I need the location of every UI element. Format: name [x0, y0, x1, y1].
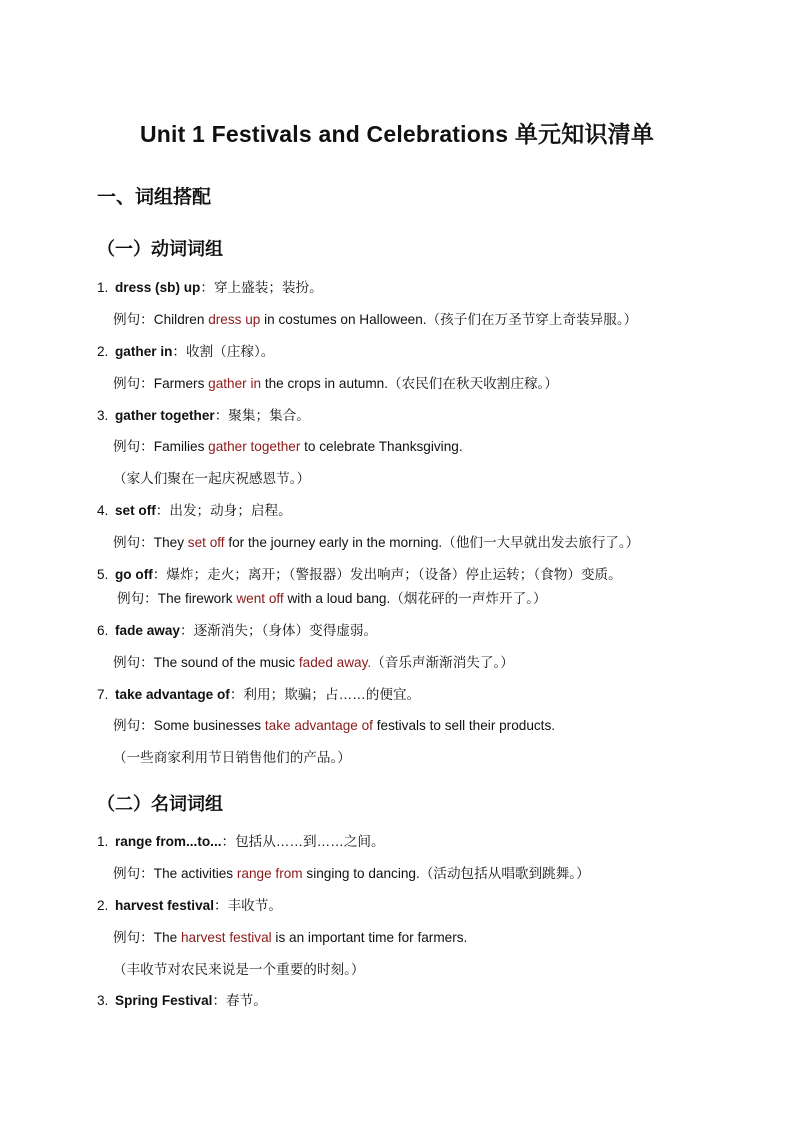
example-label: 例句： [113, 312, 154, 327]
subsection-heading-noun: （二）名词词组 [97, 794, 223, 814]
example-label: 例句： [113, 439, 154, 454]
example-label: 例句： [113, 718, 154, 733]
highlighted-phrase: set off [187, 535, 225, 550]
item-number: 4. [97, 503, 109, 518]
example-label: 例句： [113, 866, 154, 881]
example-text: The [153, 930, 181, 945]
example-sentence [113, 926, 467, 946]
item-number: 2. [97, 344, 109, 359]
example-text: Children [153, 312, 209, 327]
highlighted-phrase: dress up [208, 312, 261, 327]
phrase-term: range from...to... [115, 834, 222, 849]
example-sentence [113, 651, 514, 671]
phrase-term: harvest festival [115, 898, 214, 913]
phrase-item [97, 830, 385, 850]
phrase-definition: ：包括从……到……之间。 [221, 834, 385, 849]
example-text: the crops in autumn.（农民们在秋天收割庄稼。） [261, 376, 558, 391]
example-sentence [113, 372, 558, 392]
phrase-item [97, 499, 292, 519]
example-label: 例句： [113, 930, 154, 945]
example-sentence [117, 587, 547, 607]
item-number: 3. [97, 993, 109, 1008]
highlighted-phrase: gather in [208, 376, 262, 391]
phrase-item [97, 894, 282, 914]
example-text: festivals to sell their products. [372, 718, 556, 733]
highlighted-phrase: faded away. [298, 655, 372, 670]
example-label: 例句： [113, 376, 154, 391]
example-text: singing to dancing.（活动包括从唱歌到跳舞。） [302, 866, 590, 881]
example-translation: （家人们聚在一起庆祝感恩节。） [113, 471, 311, 486]
phrase-term: take advantage of [115, 687, 230, 702]
item-number: 6. [97, 623, 109, 638]
phrase-definition: ：爆炸；走火；离开；（警报器）发出响声；（设备）停止运转；（食物）变质。 [152, 567, 622, 582]
phrase-term: gather in [115, 344, 173, 359]
document-title: Unit 1 Festivals and Celebrations 单元知识清单 [139, 121, 655, 147]
section-heading: 一、词组搭配 [97, 187, 212, 208]
example-text: to celebrate Thanksgiving. [300, 439, 463, 454]
phrase-term: set off [115, 503, 156, 518]
phrase-definition: ：出发；动身；启程。 [155, 503, 292, 518]
phrase-term: gather together [115, 408, 215, 423]
example-text: Some businesses [153, 718, 265, 733]
phrase-item [97, 276, 323, 296]
item-number: 5. [97, 567, 109, 582]
example-text: They [153, 535, 188, 550]
item-number: 2. [97, 898, 109, 913]
item-number: 1. [97, 280, 109, 295]
example-text: is an important time for farmers. [271, 930, 468, 945]
example-sentence [113, 531, 639, 551]
example-label: 例句： [113, 535, 154, 550]
phrase-item [97, 563, 622, 583]
example-translation: （一些商家利用节日销售他们的产品。） [113, 750, 351, 765]
item-number: 7. [97, 687, 109, 702]
phrase-definition: ：逐渐消失；（身体）变得虚弱。 [179, 623, 378, 638]
phrase-term: go off [115, 567, 153, 582]
example-label: 例句： [117, 591, 158, 606]
example-text: The firework [157, 591, 237, 606]
phrase-definition: ：聚集；集合。 [214, 408, 310, 423]
example-sentence [113, 862, 590, 882]
phrase-definition: ：利用；欺骗；占……的便宜。 [229, 687, 421, 702]
phrase-item [97, 683, 420, 703]
example-text: Farmers [153, 376, 209, 391]
example-text: for the journey early in the morning.（他们一大早就出发去旅行了。） [224, 535, 640, 550]
example-text: in costumes on Halloween.（孩子们在万圣节穿上奇装异服。） [260, 312, 638, 327]
phrase-definition: ：丰收节。 [214, 898, 282, 913]
highlighted-phrase: went off [236, 591, 284, 606]
example-text: The activities [153, 866, 237, 881]
example-text: Families [153, 439, 209, 454]
highlighted-phrase: range from [236, 866, 303, 881]
example-sentence [113, 435, 463, 455]
item-number: 1. [97, 834, 109, 849]
phrase-item [97, 340, 274, 360]
item-number: 3. [97, 408, 109, 423]
example-translation: （丰收节对农民来说是一个重要的时刻。） [113, 962, 365, 977]
highlighted-phrase: take advantage of [264, 718, 373, 733]
phrase-term: dress (sb) up [115, 280, 201, 295]
example-text: （音乐声渐渐消失了。） [371, 655, 514, 670]
phrase-definition: ：春节。 [212, 993, 267, 1008]
subsection-heading-verb: （一）动词词组 [97, 239, 223, 259]
example-text: with a loud bang.（烟花砰的一声炸开了。） [283, 591, 547, 606]
phrase-definition: ：收割（庄稼）。 [172, 344, 275, 359]
phrase-item [97, 404, 310, 424]
phrase-term: Spring Festival [115, 993, 213, 1008]
highlighted-phrase: gather together [208, 439, 301, 454]
phrase-definition: ：穿上盛装；装扮。 [200, 280, 323, 295]
example-sentence [113, 714, 555, 734]
phrase-item [97, 619, 377, 639]
example-label: 例句： [113, 655, 154, 670]
example-sentence [113, 308, 637, 328]
phrase-term: fade away [115, 623, 180, 638]
example-text: The sound of the music [153, 655, 299, 670]
highlighted-phrase: harvest festival [180, 930, 272, 945]
phrase-item [97, 989, 267, 1009]
